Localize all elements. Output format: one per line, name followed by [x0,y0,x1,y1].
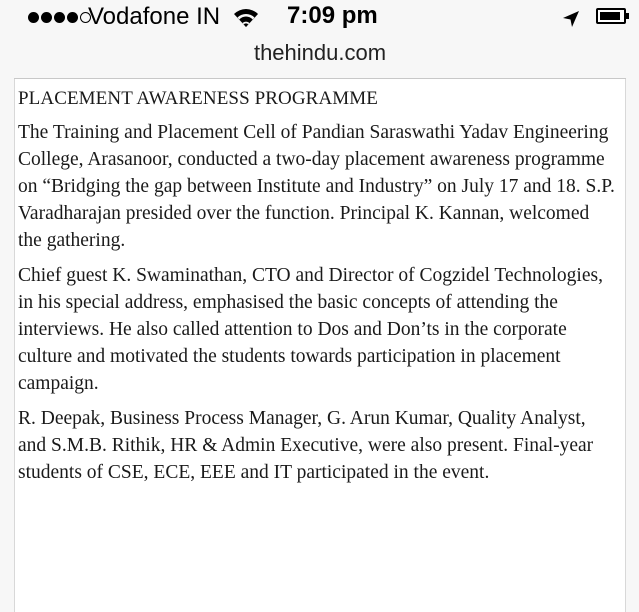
battery-level [600,12,620,20]
battery-nub [626,13,629,19]
address-bar[interactable] [14,36,626,79]
article-paragraph: R. Deepak, Business Process Manager, G. Arun Kumar, Quality Analyst, and S.M.B. Rithik, HR & Admin Executive, were also present. Final-year students of CSE, ECE, EEE and IT participated in the event. [18,408,594,483]
battery-icon [596,8,626,24]
article-content [14,79,626,612]
article-headline: PLACEMENT AWARENESS PROGRAMME [18,88,378,109]
signal-dot [54,12,65,23]
status-bar [14,0,626,36]
signal-dots-icon [28,12,91,23]
carrier-name: Vodafone IN [88,3,221,30]
article-paragraph: The Training and Placement Cell of Pandian Saraswathi Yadav Engineering College, Arasanoor, conducted a two-day placement awareness programme on “Bridging the gap between Institute and Industry” on July 17 and 18. S.P. Varadharajan presided over the function. Principal K. Kannan, welcomed the gathering. [18,122,615,251]
article-paragraph: Chief guest K. Swaminathan, CTO and Director of Cogzidel Technologies, in his special address, emphasised the basic concepts of attending the interviews. He also called attention to Dos and Don’ts in the corporate culture and motivated the students towards participation in placement campaign. [18,265,603,394]
wifi-icon [233,8,259,28]
url-text[interactable]: thehindu.com [253,40,387,65]
location-arrow-icon [562,10,580,28]
signal-dot [67,12,78,23]
signal-dot [41,12,52,23]
status-time: 7:09 pm [287,2,378,29]
signal-dot [28,12,39,23]
